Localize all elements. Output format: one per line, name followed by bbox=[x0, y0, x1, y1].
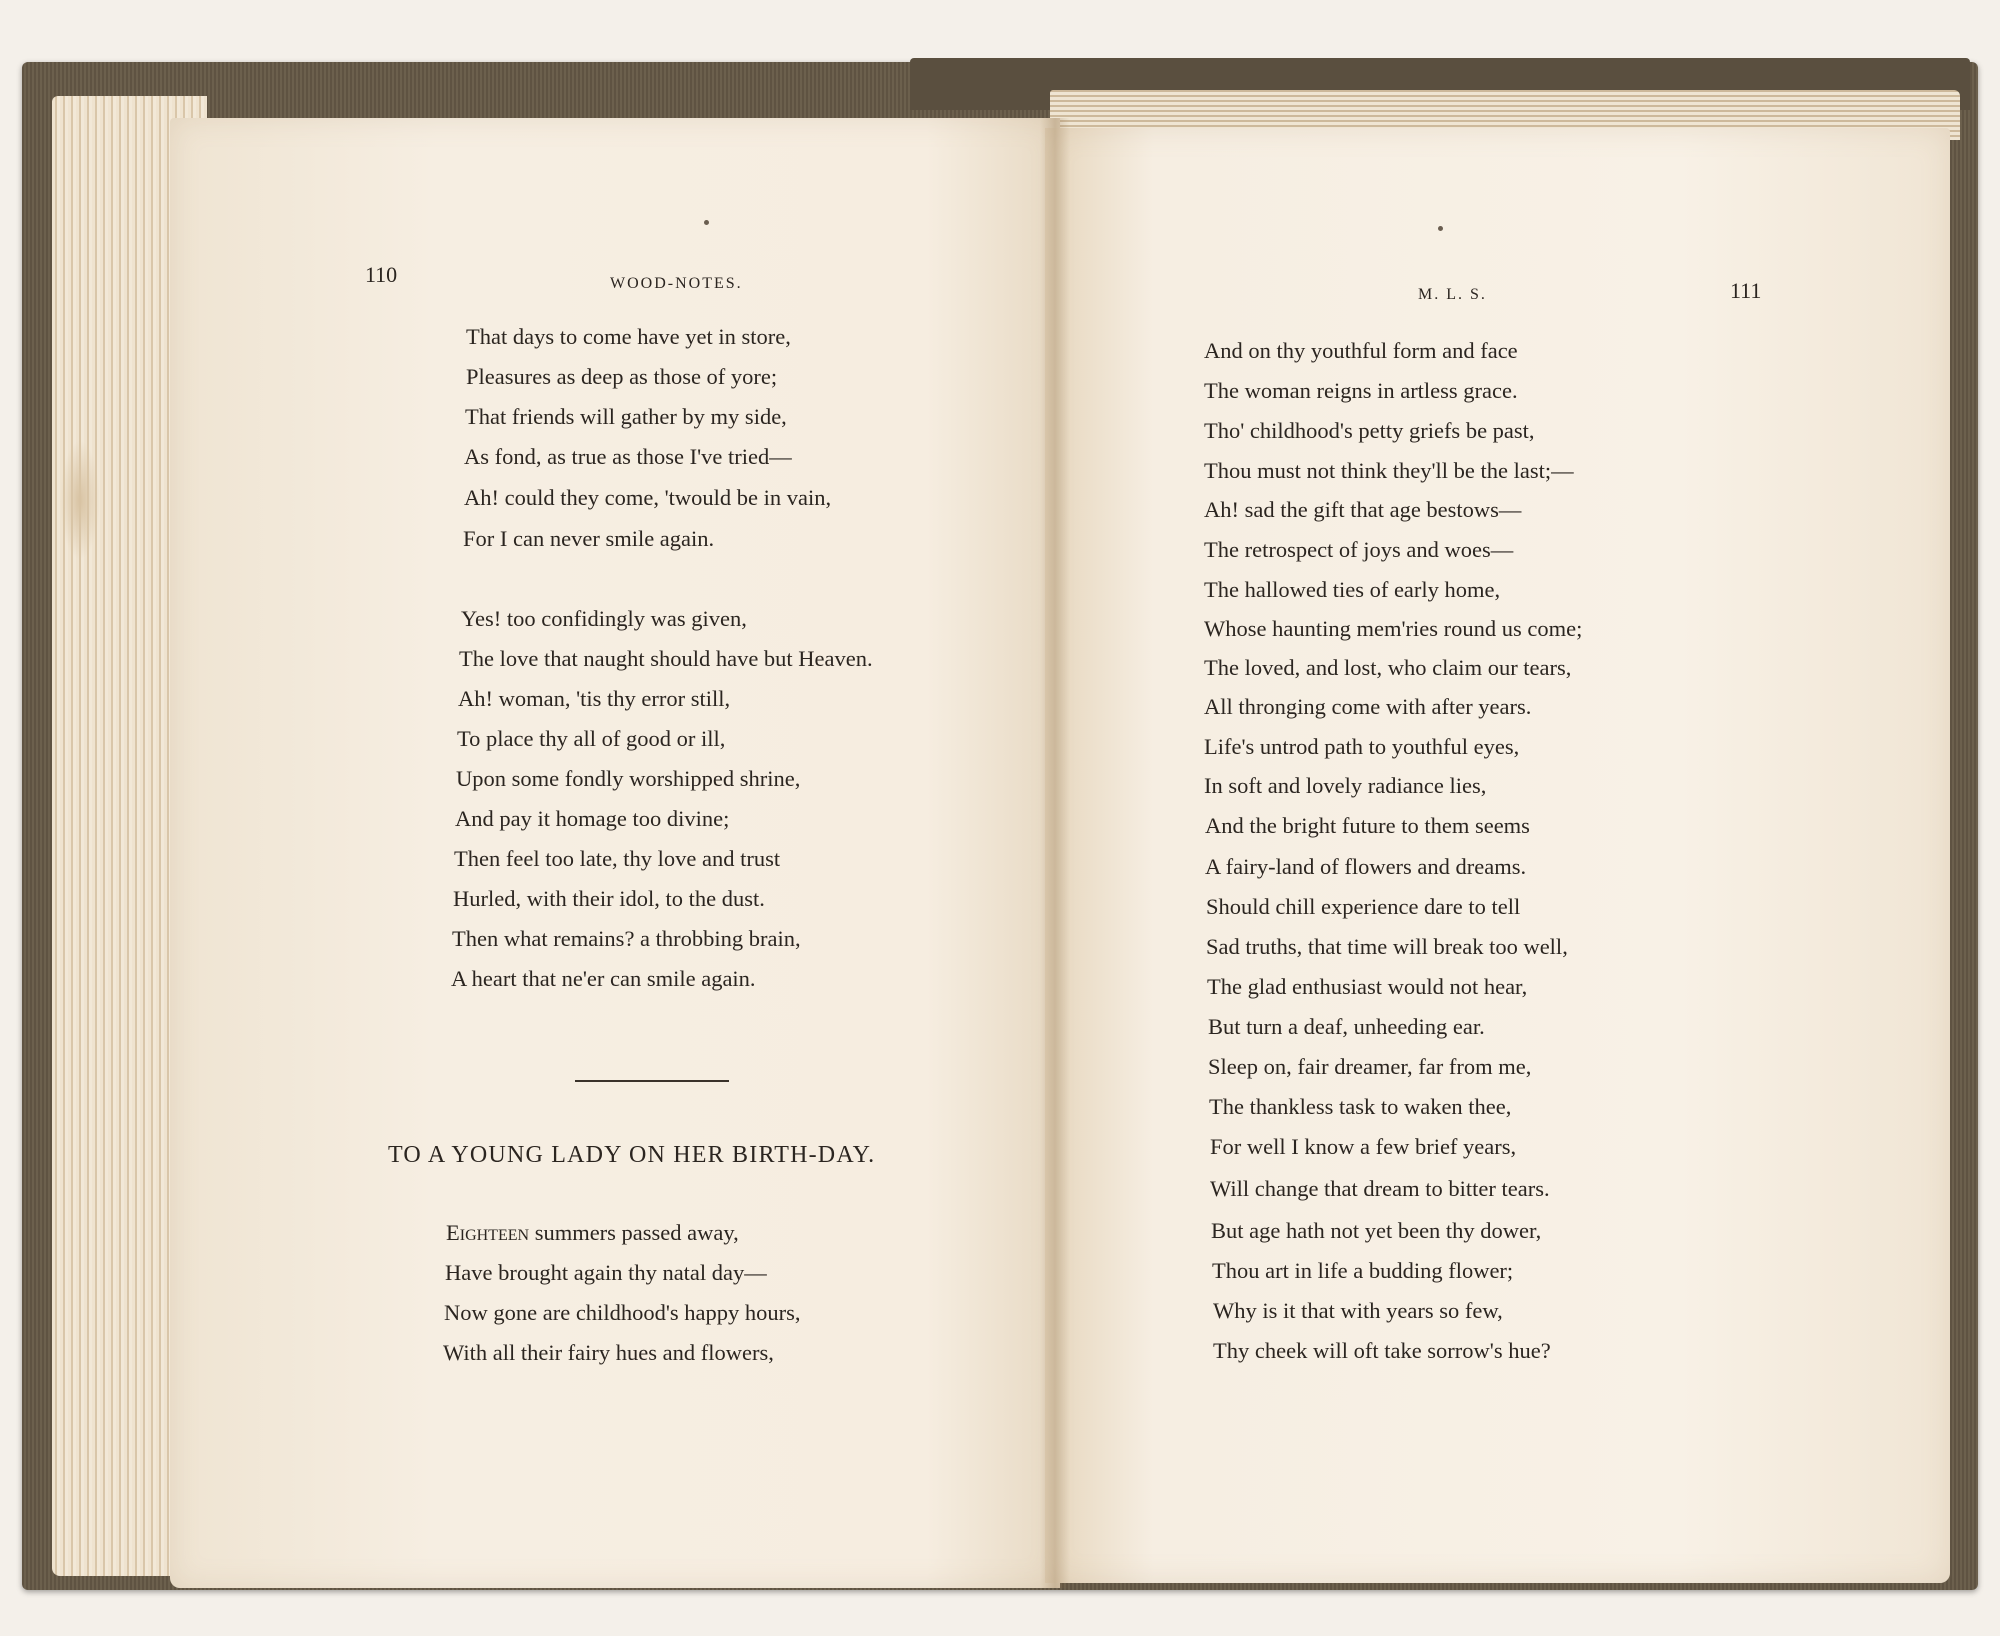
poem-line: The glad enthusiast would not hear, bbox=[1207, 974, 1528, 999]
poem-line: A fairy-land of flowers and dreams. bbox=[1205, 854, 1527, 879]
poem-line: That friends will gather by my side, bbox=[465, 404, 787, 429]
poem-line: Why is it that with years so few, bbox=[1213, 1298, 1503, 1323]
poem-line: Hurled, with their idol, to the dust. bbox=[453, 886, 765, 911]
poem-line: Now gone are childhood's happy hours, bbox=[444, 1300, 801, 1325]
poem-first-line bbox=[446, 1222, 739, 1245]
poem-line: Should chill experience dare to tell bbox=[1206, 894, 1521, 919]
poem-line: For I can never smile again. bbox=[463, 526, 715, 551]
poem-line: But turn a deaf, unheeding ear. bbox=[1208, 1014, 1485, 1039]
poem-line: The love that naught should have but Heaven. bbox=[459, 646, 873, 671]
left-running-head: WOOD-NOTES. bbox=[610, 275, 743, 292]
poem-line: With all their fairy hues and flowers, bbox=[443, 1340, 774, 1365]
poem-line: Will change that dream to bitter tears. bbox=[1210, 1176, 1550, 1201]
ink-speck bbox=[704, 220, 709, 225]
poem-line: Sleep on, fair dreamer, far from me, bbox=[1208, 1054, 1532, 1079]
poem-line: Then feel too late, thy love and trust bbox=[454, 846, 781, 871]
poem-line: Ah! sad the gift that age bestows— bbox=[1204, 497, 1522, 522]
poem-line: Ah! could they come, 'twould be in vain, bbox=[464, 485, 832, 510]
poem-line: Upon some fondly worshipped shrine, bbox=[456, 766, 801, 791]
poem-line: In soft and lovely radiance lies, bbox=[1204, 773, 1487, 798]
poem-first-line-rest: summers passed away, bbox=[529, 1220, 739, 1245]
poem-line: Thou art in life a budding flower; bbox=[1212, 1258, 1514, 1283]
ink-speck bbox=[1438, 226, 1443, 231]
poem-line: As fond, as true as those I've tried— bbox=[464, 444, 792, 469]
poem-title: TO A YOUNG LADY ON HER BIRTH-DAY. bbox=[388, 1142, 876, 1168]
poem-first-word: Eighteen bbox=[446, 1220, 530, 1245]
book-gutter bbox=[1040, 118, 1070, 1588]
poem-line: To place thy all of good or ill, bbox=[457, 726, 726, 751]
poem-line: Yes! too confidingly was given, bbox=[461, 606, 747, 631]
poem-line: And on thy youthful form and face bbox=[1204, 338, 1518, 363]
poem-line: All thronging come with after years. bbox=[1204, 694, 1532, 719]
poem-line: Have brought again thy natal day— bbox=[445, 1260, 767, 1285]
poem-line: The hallowed ties of early home, bbox=[1204, 577, 1501, 602]
poem-line: Then what remains? a throbbing brain, bbox=[452, 926, 801, 951]
right-running-head: M. L. S. bbox=[1418, 286, 1487, 303]
poem-line: And pay it homage too divine; bbox=[455, 806, 730, 831]
poem-line: Ah! woman, 'tis thy error still, bbox=[458, 686, 731, 711]
poem-line: Tho' childhood's petty griefs be past, bbox=[1204, 418, 1535, 443]
poem-line: That days to come have yet in store, bbox=[466, 324, 791, 349]
poem-line: Thy cheek will oft take sorrow's hue? bbox=[1213, 1338, 1551, 1363]
poem-line: The retrospect of joys and woes— bbox=[1204, 537, 1514, 562]
poem-line: Thou must not think they'll be the last;— bbox=[1204, 458, 1574, 483]
poem-line: Pleasures as deep as those of yore; bbox=[466, 364, 778, 389]
poem-line: Sad truths, that time will break too well, bbox=[1206, 934, 1568, 959]
poem-line: For well I know a few brief years, bbox=[1210, 1134, 1517, 1159]
poem-line: Whose haunting mem'ries round us come; bbox=[1204, 616, 1583, 641]
poem-line: The woman reigns in artless grace. bbox=[1204, 378, 1518, 403]
poem-line: The loved, and lost, who claim our tears, bbox=[1204, 655, 1572, 680]
left-page-number: 110 bbox=[365, 262, 398, 287]
poem-line: Life's untrod path to youthful eyes, bbox=[1204, 734, 1520, 759]
right-page-number: 111 bbox=[1730, 278, 1762, 303]
poem-line: And the bright future to them seems bbox=[1205, 813, 1530, 838]
poem-line: The thankless task to waken thee, bbox=[1209, 1094, 1512, 1119]
page-stain bbox=[60, 440, 100, 560]
section-divider-rule bbox=[575, 1080, 729, 1082]
poem-line: But age hath not yet been thy dower, bbox=[1211, 1218, 1542, 1243]
poem-line: A heart that ne'er can smile again. bbox=[451, 966, 756, 991]
